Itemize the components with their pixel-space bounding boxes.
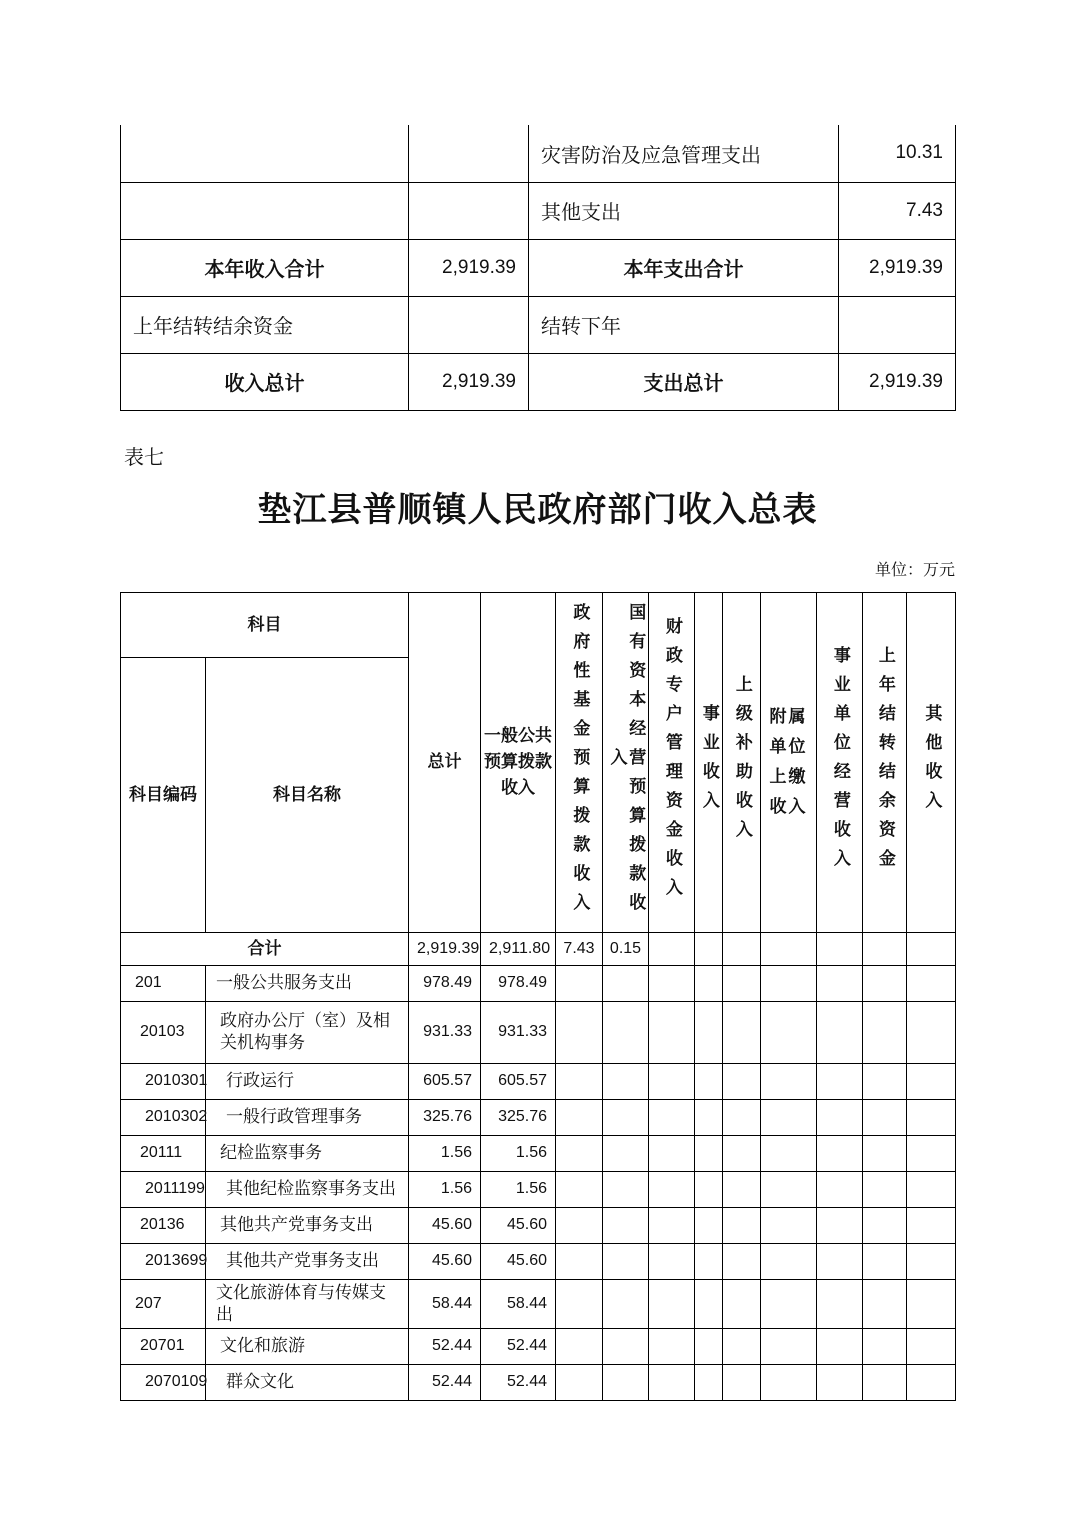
general-budget-cell: 978.49 <box>481 965 556 1001</box>
empty-cell <box>695 1243 723 1279</box>
empty-cell <box>556 1243 603 1279</box>
empty-cell <box>907 1364 956 1400</box>
expense-label-cell: 灾害防治及应急管理支出 <box>529 125 839 182</box>
empty-cell <box>649 1328 695 1364</box>
empty-cell <box>761 1207 817 1243</box>
income-label-cell <box>121 125 409 182</box>
empty-cell <box>603 1243 649 1279</box>
subject-name-cell: 其他纪检监察事务支出 <box>206 1171 409 1207</box>
empty-cell <box>907 1001 956 1063</box>
subject-name-cell: 文化和旅游 <box>206 1328 409 1364</box>
empty-cell <box>723 1364 761 1400</box>
header-affiliated-remit: 附属单位上缴收入 <box>761 592 817 932</box>
expense-total-label: 本年支出合计 <box>529 239 839 296</box>
income-total-label: 本年收入合计 <box>121 239 409 296</box>
table-row <box>121 353 956 410</box>
empty-cell <box>649 1001 695 1063</box>
expense-value-cell: 7.43 <box>839 182 956 239</box>
header-other-income: 其他收入 <box>907 592 956 932</box>
subject-code-cell: 20701 <box>121 1328 206 1364</box>
table-row <box>121 1243 956 1279</box>
header-row-top <box>121 592 956 657</box>
income-total-value: 2,919.39 <box>409 239 529 296</box>
total-cell: 1.56 <box>409 1135 481 1171</box>
empty-cell <box>695 965 723 1001</box>
empty-cell <box>907 1063 956 1099</box>
empty-cell <box>863 1001 907 1063</box>
empty-cell <box>649 1243 695 1279</box>
subject-code-cell: 2013699 <box>121 1243 206 1279</box>
empty-cell <box>603 1001 649 1063</box>
empty-cell <box>556 1099 603 1135</box>
subject-name-cell: 政府办公厅（室）及相关机构事务 <box>206 1001 409 1063</box>
empty-cell <box>649 1171 695 1207</box>
subject-code-cell: 20136 <box>121 1207 206 1243</box>
header-subject-code: 科目编码 <box>121 657 206 932</box>
empty-cell <box>603 1328 649 1364</box>
subject-code-cell: 201 <box>121 965 206 1001</box>
empty-cell <box>695 1328 723 1364</box>
subject-code-cell: 20111 <box>121 1135 206 1171</box>
empty-cell <box>863 1279 907 1328</box>
income-grand-total-label: 收入总计 <box>121 353 409 410</box>
empty-cell <box>761 1243 817 1279</box>
income-summary-table <box>120 592 956 1401</box>
empty-cell <box>723 1063 761 1099</box>
carryover-value <box>409 296 529 353</box>
expense-total-value: 2,919.39 <box>839 239 956 296</box>
general-budget-cell: 931.33 <box>481 1001 556 1063</box>
empty-cell <box>649 1364 695 1400</box>
header-gov-fund-budget: 政府性基金预算拨款收入 <box>556 592 603 932</box>
header-subject-name: 科目名称 <box>206 657 409 932</box>
empty-cell <box>761 1171 817 1207</box>
total-cell: 978.49 <box>409 965 481 1001</box>
empty-cell <box>863 965 907 1001</box>
empty-cell <box>723 1207 761 1243</box>
empty-cell <box>817 1099 863 1135</box>
table-row <box>121 1328 956 1364</box>
empty-cell <box>817 1243 863 1279</box>
empty-cell <box>761 1001 817 1063</box>
subject-name-cell: 一般公共服务支出 <box>206 965 409 1001</box>
empty-cell <box>761 1063 817 1099</box>
empty-cell <box>556 1364 603 1400</box>
table-row <box>121 239 956 296</box>
empty-cell <box>723 1328 761 1364</box>
general-budget-cell: 52.44 <box>481 1328 556 1364</box>
subject-code-cell: 2010302 <box>121 1099 206 1135</box>
unit-note: 单位：万元 <box>874 561 955 579</box>
income-value-cell <box>409 125 529 182</box>
empty-cell <box>603 1135 649 1171</box>
total-cell: 931.33 <box>409 1001 481 1063</box>
empty-cell <box>761 1364 817 1400</box>
general-budget-cell: 45.60 <box>481 1243 556 1279</box>
empty-cell <box>723 1001 761 1063</box>
empty-cell <box>649 965 695 1001</box>
empty-cell <box>817 1328 863 1364</box>
subject-name-cell: 行政运行 <box>206 1063 409 1099</box>
subject-name-cell: 纪检监察事务 <box>206 1135 409 1171</box>
empty-cell <box>723 1243 761 1279</box>
empty-cell <box>556 1328 603 1364</box>
empty-cell <box>863 1135 907 1171</box>
empty-cell <box>603 1279 649 1328</box>
empty-cell <box>761 1099 817 1135</box>
header-subject: 科目 <box>121 592 409 657</box>
empty-cell <box>723 932 761 965</box>
empty-cell <box>863 1171 907 1207</box>
empty-cell <box>603 1063 649 1099</box>
empty-cell <box>817 1135 863 1171</box>
empty-cell <box>817 932 863 965</box>
header-business-operation: 事业单位经营收入 <box>817 592 863 932</box>
empty-cell <box>649 1099 695 1135</box>
empty-cell <box>695 1063 723 1099</box>
empty-cell <box>556 1063 603 1099</box>
subject-name-cell: 一般行政管理事务 <box>206 1099 409 1135</box>
empty-cell <box>863 1243 907 1279</box>
empty-cell <box>863 1328 907 1364</box>
header-general-budget: 一般公共预算拨款收入 <box>481 592 556 932</box>
balance-table <box>120 125 956 411</box>
empty-cell <box>761 1135 817 1171</box>
total-cell: 1.56 <box>409 1171 481 1207</box>
table-row <box>121 965 956 1001</box>
empty-cell <box>649 1207 695 1243</box>
empty-cell <box>761 932 817 965</box>
total-cell: 45.60 <box>409 1207 481 1243</box>
empty-cell <box>603 1099 649 1135</box>
empty-cell <box>556 1001 603 1063</box>
empty-cell <box>907 1279 956 1328</box>
general-budget-cell: 1.56 <box>481 1171 556 1207</box>
carry-next-label: 结转下年 <box>529 296 839 353</box>
table-row <box>121 1135 956 1171</box>
subject-name-cell: 其他共产党事务支出 <box>206 1243 409 1279</box>
total-cell: 605.57 <box>409 1063 481 1099</box>
table-row <box>121 1279 956 1328</box>
general-budget-cell: 52.44 <box>481 1364 556 1400</box>
table-row <box>121 1364 956 1400</box>
header-fiscal-account: 财政专户管理资金收入 <box>649 592 695 932</box>
total-cell: 52.44 <box>409 1328 481 1364</box>
table-row <box>121 182 956 239</box>
empty-cell <box>556 1279 603 1328</box>
empty-cell <box>907 1207 956 1243</box>
empty-cell <box>649 1135 695 1171</box>
empty-cell <box>556 1207 603 1243</box>
empty-cell <box>761 1328 817 1364</box>
empty-cell <box>863 1207 907 1243</box>
empty-cell <box>863 1364 907 1400</box>
table-row <box>121 1063 956 1099</box>
total-cell: 325.76 <box>409 1099 481 1135</box>
total-cell: 2,919.39 <box>409 932 481 965</box>
empty-cell <box>817 1364 863 1400</box>
empty-cell <box>817 1001 863 1063</box>
empty-cell <box>817 965 863 1001</box>
subject-name-cell: 其他共产党事务支出 <box>206 1207 409 1243</box>
empty-cell <box>907 965 956 1001</box>
income-grand-total-value: 2,919.39 <box>409 353 529 410</box>
general-budget-cell: 2,911.80 <box>481 932 556 965</box>
total-cell: 52.44 <box>409 1364 481 1400</box>
empty-cell <box>863 932 907 965</box>
empty-cell <box>907 1328 956 1364</box>
subject-code-cell: 2070109 <box>121 1364 206 1400</box>
income-value-cell <box>409 182 529 239</box>
empty-cell <box>817 1207 863 1243</box>
empty-cell <box>907 1135 956 1171</box>
empty-cell <box>723 1171 761 1207</box>
header-superior-subsidy: 上级补助收入 <box>723 592 761 932</box>
state-capital-cell: 0.15 <box>603 932 649 965</box>
total-cell: 58.44 <box>409 1279 481 1328</box>
table-row <box>121 1171 956 1207</box>
subject-name-cell: 文化旅游体育与传媒支出 <box>206 1279 409 1328</box>
total-row <box>121 932 956 965</box>
empty-cell <box>695 1207 723 1243</box>
empty-cell <box>695 1135 723 1171</box>
empty-cell <box>817 1279 863 1328</box>
empty-cell <box>723 1279 761 1328</box>
subject-code-cell: 207 <box>121 1279 206 1328</box>
empty-cell <box>649 932 695 965</box>
table-row <box>121 296 956 353</box>
empty-cell <box>863 1099 907 1135</box>
empty-cell <box>723 965 761 1001</box>
empty-cell <box>695 1171 723 1207</box>
empty-cell <box>761 965 817 1001</box>
empty-cell <box>817 1171 863 1207</box>
subject-code-cell: 2011199 <box>121 1171 206 1207</box>
carry-next-value <box>839 296 956 353</box>
general-budget-cell: 1.56 <box>481 1135 556 1171</box>
income-label-cell <box>121 182 409 239</box>
general-budget-cell: 45.60 <box>481 1207 556 1243</box>
expense-label-cell: 其他支出 <box>529 182 839 239</box>
empty-cell <box>761 1279 817 1328</box>
total-cell: 45.60 <box>409 1243 481 1279</box>
empty-cell <box>695 1364 723 1400</box>
empty-cell <box>603 1171 649 1207</box>
page-title: 垫江县普顺镇人民政府部门收入总表 <box>257 491 818 529</box>
expense-grand-total-value: 2,919.39 <box>839 353 956 410</box>
subject-code-cell: 20103 <box>121 1001 206 1063</box>
subject-name-cell: 群众文化 <box>206 1364 409 1400</box>
expense-value-cell: 10.31 <box>839 125 956 182</box>
empty-cell <box>907 1243 956 1279</box>
table-row <box>121 1001 956 1063</box>
general-budget-cell: 605.57 <box>481 1063 556 1099</box>
empty-cell <box>556 965 603 1001</box>
empty-cell <box>695 932 723 965</box>
empty-cell <box>556 1135 603 1171</box>
total-row-label: 合计 <box>121 932 409 965</box>
empty-cell <box>907 1099 956 1135</box>
general-budget-cell: 325.76 <box>481 1099 556 1135</box>
empty-cell <box>907 932 956 965</box>
empty-cell <box>907 1171 956 1207</box>
table-row <box>121 125 956 182</box>
table-row <box>121 1207 956 1243</box>
expense-grand-total-label: 支出总计 <box>529 353 839 410</box>
header-total: 总计 <box>409 592 481 932</box>
header-state-capital: 国有资本经营预算拨款收入 <box>603 592 649 932</box>
gov-fund-cell: 7.43 <box>556 932 603 965</box>
empty-cell <box>863 1063 907 1099</box>
empty-cell <box>723 1135 761 1171</box>
carryover-label: 上年结转结余资金 <box>121 296 409 353</box>
empty-cell <box>723 1099 761 1135</box>
empty-cell <box>649 1063 695 1099</box>
table-number-label: 表七 <box>124 446 164 469</box>
empty-cell <box>603 965 649 1001</box>
empty-cell <box>817 1063 863 1099</box>
empty-cell <box>695 1099 723 1135</box>
empty-cell <box>603 1207 649 1243</box>
general-budget-cell: 58.44 <box>481 1279 556 1328</box>
empty-cell <box>695 1279 723 1328</box>
empty-cell <box>695 1001 723 1063</box>
header-operating-income: 事业收入 <box>695 592 723 932</box>
subject-code-cell: 2010301 <box>121 1063 206 1099</box>
empty-cell <box>603 1364 649 1400</box>
table-row <box>121 1099 956 1135</box>
header-carryover-funds: 上年结转结余资金 <box>863 592 907 932</box>
empty-cell <box>556 1171 603 1207</box>
empty-cell <box>649 1279 695 1328</box>
